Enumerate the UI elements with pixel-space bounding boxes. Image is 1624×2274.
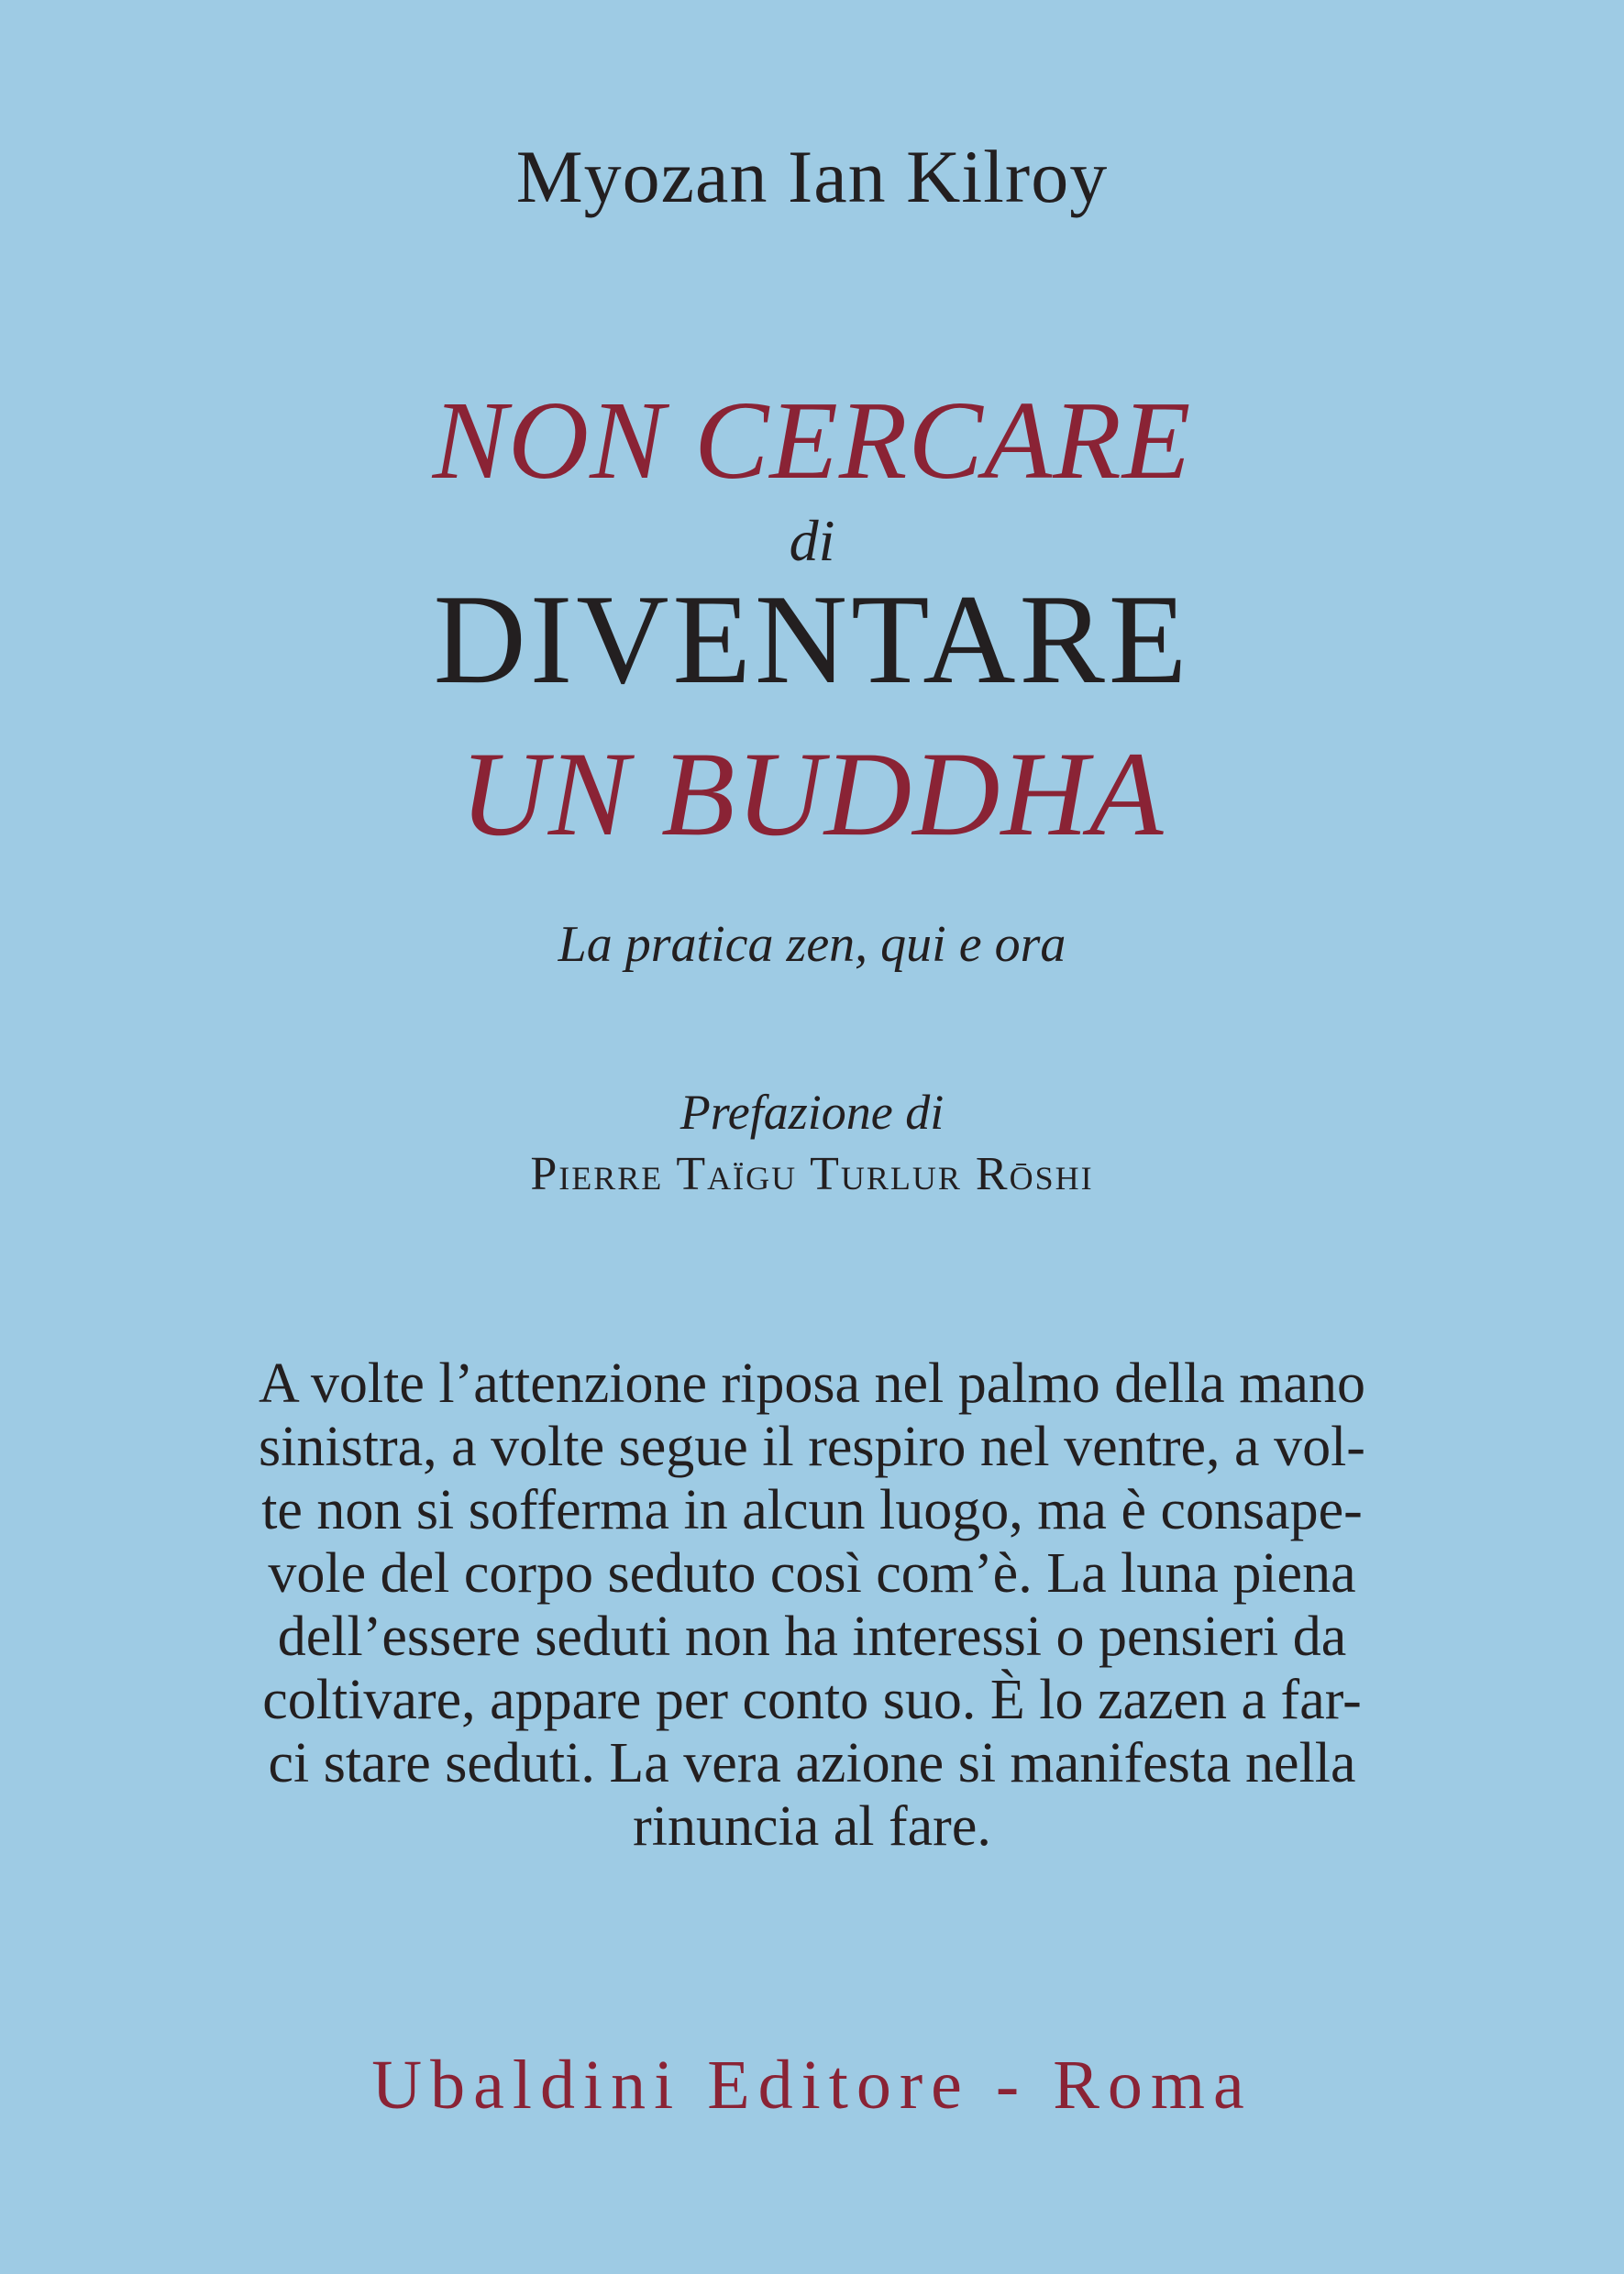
- title-line-3: UN BUDDHA: [459, 726, 1165, 861]
- author-name: Myozan Ian Kilroy: [515, 135, 1109, 218]
- publisher-name: Ubaldini Editore - Roma: [371, 2047, 1253, 2124]
- blurb-paragraph: [183, 1352, 1441, 1859]
- preface-label: Prefazione di: [679, 1085, 945, 1140]
- blurb-line: A volte l’attenzione riposa nel palmo della mano: [259, 1352, 1365, 1415]
- blurb-line: vole del corpo seduto così com’è. La luna piena: [268, 1542, 1356, 1605]
- blurb-line: rinuncia al fare.: [633, 1795, 991, 1858]
- blurb-line: te non si sofferma in alcun luogo, ma è consape-: [261, 1479, 1363, 1541]
- blurb-line: coltivare, appare per conto suo. È lo zazen a far-: [262, 1669, 1362, 1731]
- blurb-line: sinistra, a volte segue il respiro nel ventre, a vol-: [259, 1416, 1365, 1478]
- subtitle: La pratica zen, qui e ora: [558, 916, 1066, 973]
- blurb-line: ci stare seduti. La vera azione si manifesta nella: [268, 1732, 1356, 1794]
- title-connector: di: [789, 508, 835, 573]
- title-line-2: DIVENTARE: [433, 568, 1191, 711]
- blurb-line: dell’essere seduti non ha interessi o pensieri da: [277, 1606, 1347, 1668]
- title-line-1: NON CERCARE: [432, 379, 1192, 502]
- preface-author: Pierre Taïgu Turlur Rōshi: [530, 1148, 1094, 1200]
